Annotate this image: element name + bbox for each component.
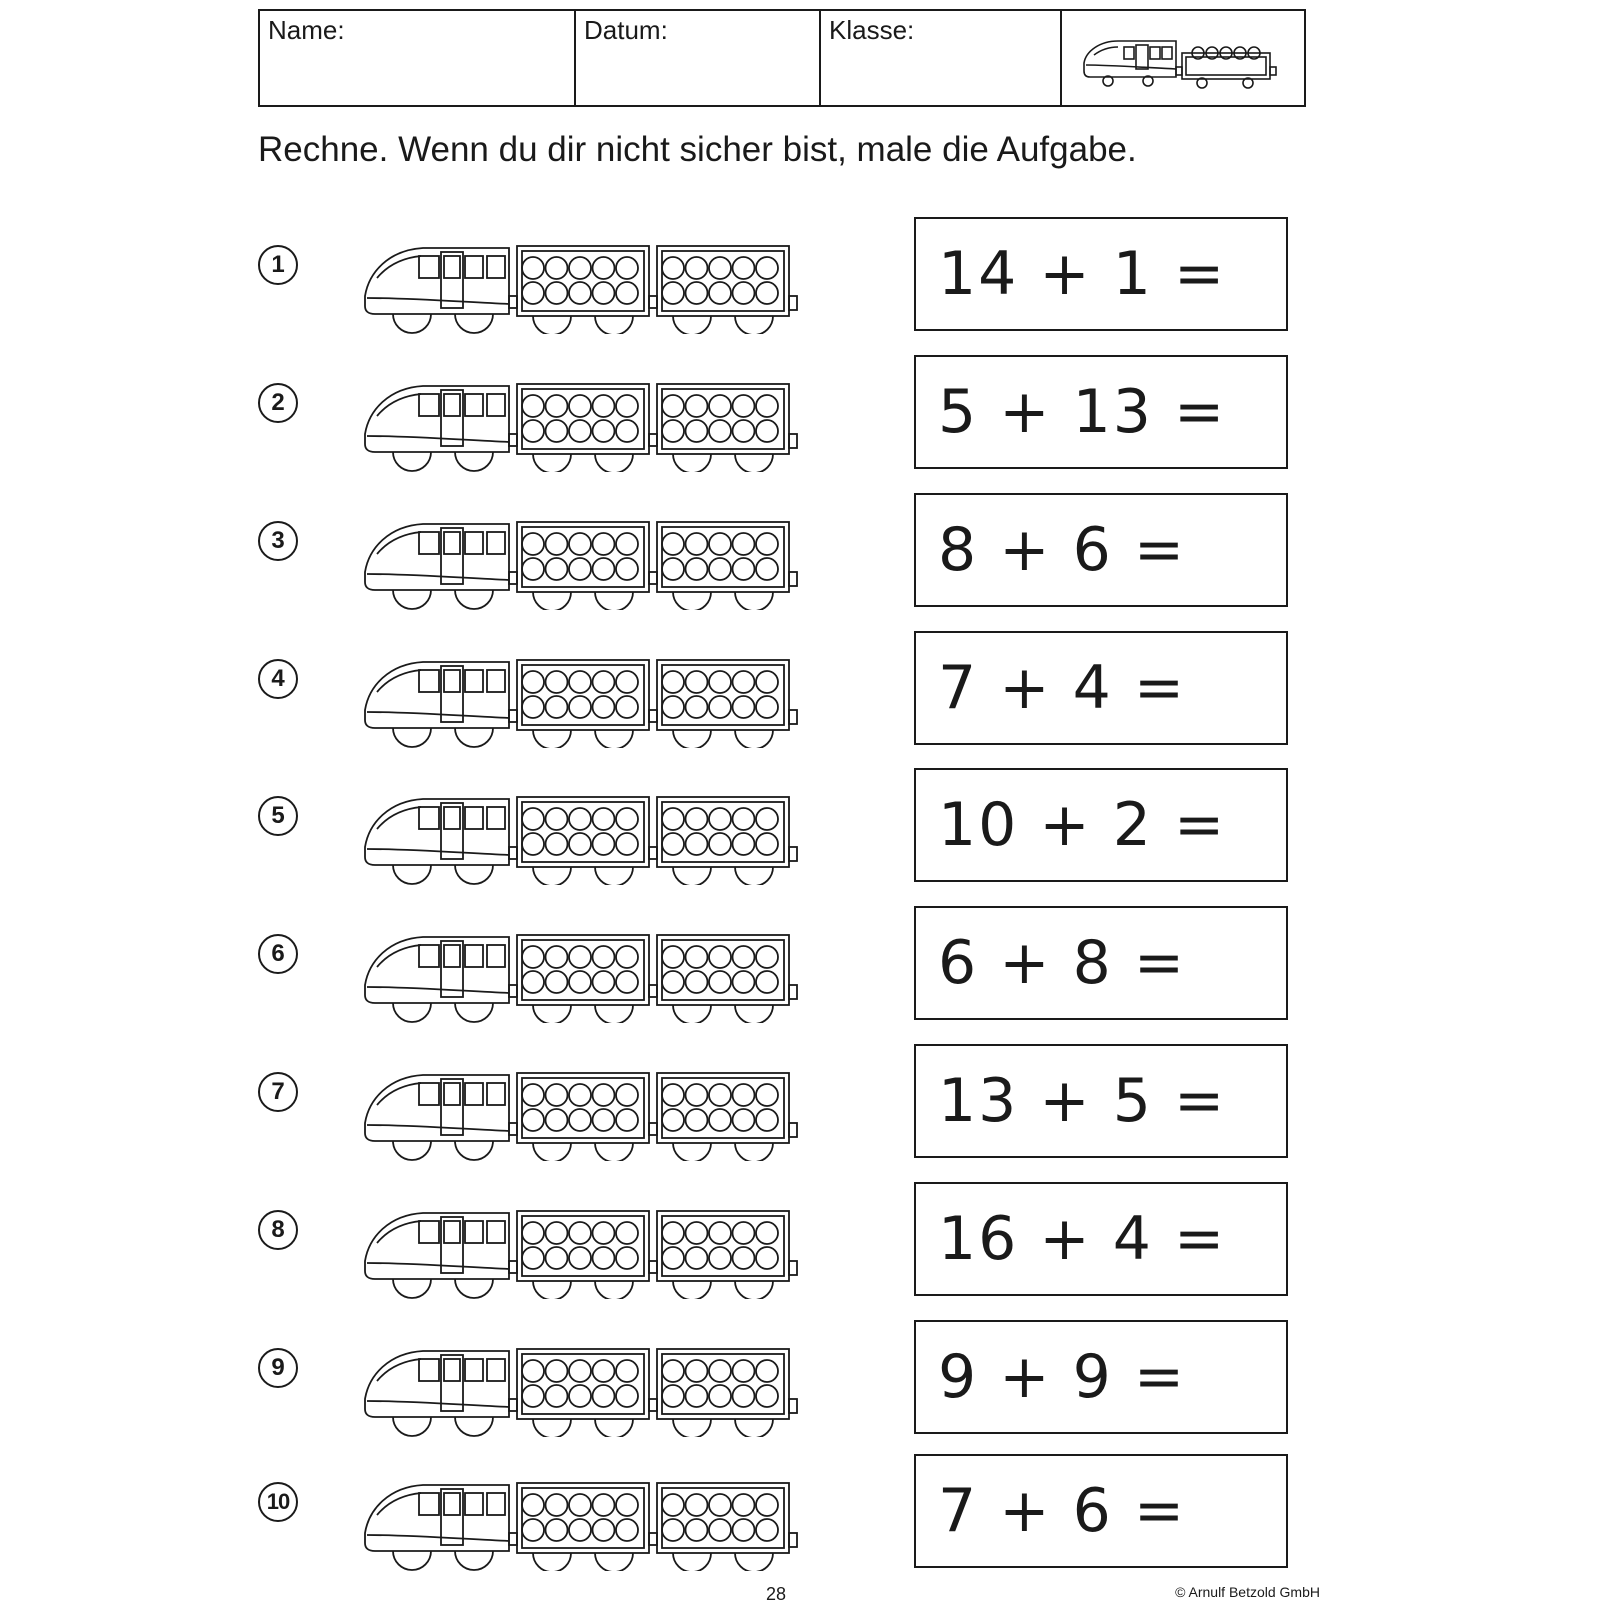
- counting-circle[interactable]: [709, 1494, 731, 1516]
- counting-circle[interactable]: [686, 1519, 708, 1541]
- counting-circle[interactable]: [522, 1247, 544, 1269]
- task-number: 3: [258, 521, 298, 561]
- task-row: [0, 493, 1600, 613]
- counting-circle[interactable]: [616, 257, 638, 279]
- train-icon: [363, 654, 821, 753]
- counting-circle[interactable]: [686, 1494, 708, 1516]
- counting-circle[interactable]: [569, 282, 591, 304]
- counting-circle[interactable]: [686, 1360, 708, 1382]
- task-number: 6: [258, 934, 298, 974]
- counting-circle[interactable]: [546, 533, 568, 555]
- counting-circle[interactable]: [662, 946, 684, 968]
- counting-circle[interactable]: [616, 558, 638, 580]
- counting-circle[interactable]: [709, 282, 731, 304]
- equation-text: 10 + 2 =: [938, 790, 1227, 860]
- counting-circle[interactable]: [522, 1222, 544, 1244]
- counting-circle[interactable]: [686, 1109, 708, 1131]
- counting-circle[interactable]: [593, 420, 615, 442]
- equation-box[interactable]: [914, 906, 1288, 1020]
- equation-box[interactable]: [914, 1044, 1288, 1158]
- counting-circle[interactable]: [522, 808, 544, 830]
- counting-circle[interactable]: [686, 395, 708, 417]
- counting-circle[interactable]: [616, 971, 638, 993]
- counting-circle[interactable]: [593, 1109, 615, 1131]
- counting-circle[interactable]: [522, 1084, 544, 1106]
- task-number: 8: [258, 1210, 298, 1250]
- counting-circle[interactable]: [616, 1222, 638, 1244]
- counting-circle[interactable]: [593, 971, 615, 993]
- counting-circle[interactable]: [686, 257, 708, 279]
- counting-circle[interactable]: [662, 558, 684, 580]
- counting-circle[interactable]: [546, 1494, 568, 1516]
- counting-circle[interactable]: [593, 533, 615, 555]
- counting-circle[interactable]: [733, 420, 755, 442]
- counting-circle[interactable]: [569, 696, 591, 718]
- task-row: [0, 355, 1600, 475]
- counting-circle[interactable]: [569, 808, 591, 830]
- class-label: Klasse:: [829, 15, 915, 45]
- counting-circle[interactable]: [546, 1519, 568, 1541]
- counting-circle[interactable]: [616, 1247, 638, 1269]
- counting-circle[interactable]: [569, 946, 591, 968]
- equation-box[interactable]: [914, 355, 1288, 469]
- counting-circle[interactable]: [662, 1109, 684, 1131]
- train-icon: [363, 240, 821, 339]
- counting-circle[interactable]: [593, 696, 615, 718]
- counting-circle[interactable]: [733, 696, 755, 718]
- equation-text: 16 + 4 =: [938, 1204, 1227, 1274]
- counting-circle[interactable]: [756, 833, 778, 855]
- task-row: [0, 768, 1600, 888]
- counting-circle[interactable]: [686, 808, 708, 830]
- counting-circle[interactable]: [686, 1222, 708, 1244]
- equation-text: 9 + 9 =: [938, 1342, 1187, 1412]
- counting-circle[interactable]: [733, 257, 755, 279]
- counting-circle[interactable]: [709, 671, 731, 693]
- equation-box[interactable]: [914, 493, 1288, 607]
- counting-circle[interactable]: [662, 1222, 684, 1244]
- counting-circle[interactable]: [569, 420, 591, 442]
- counting-circle[interactable]: [662, 1494, 684, 1516]
- counting-circle[interactable]: [616, 833, 638, 855]
- counting-circle[interactable]: [756, 696, 778, 718]
- counting-circle[interactable]: [686, 671, 708, 693]
- counting-circle[interactable]: [756, 1494, 778, 1516]
- counting-circle[interactable]: [546, 395, 568, 417]
- counting-circle[interactable]: [616, 1109, 638, 1131]
- train-icon: [363, 1205, 821, 1304]
- counting-circle[interactable]: [709, 696, 731, 718]
- counting-circle[interactable]: [756, 808, 778, 830]
- counting-circle[interactable]: [662, 671, 684, 693]
- counting-circle[interactable]: [662, 1519, 684, 1541]
- counting-circle[interactable]: [616, 1385, 638, 1407]
- counting-circle[interactable]: [593, 808, 615, 830]
- train-icon: [363, 1343, 821, 1442]
- train-icon: [1078, 23, 1288, 93]
- counting-circle[interactable]: [593, 833, 615, 855]
- counting-circle[interactable]: [709, 1109, 731, 1131]
- equation-box[interactable]: [914, 768, 1288, 882]
- counting-circle[interactable]: [593, 1084, 615, 1106]
- counting-circle[interactable]: [709, 1222, 731, 1244]
- counting-circle[interactable]: [569, 1084, 591, 1106]
- counting-circle[interactable]: [756, 282, 778, 304]
- counting-circle[interactable]: [756, 257, 778, 279]
- counting-circle[interactable]: [616, 696, 638, 718]
- counting-circle[interactable]: [686, 533, 708, 555]
- counting-circle[interactable]: [546, 257, 568, 279]
- counting-circle[interactable]: [756, 420, 778, 442]
- task-row: [0, 1320, 1600, 1440]
- date-label: Datum:: [584, 15, 668, 45]
- counting-circle[interactable]: [733, 833, 755, 855]
- counting-circle[interactable]: [546, 1247, 568, 1269]
- counting-circle[interactable]: [733, 1519, 755, 1541]
- counting-circle[interactable]: [756, 971, 778, 993]
- counting-circle[interactable]: [756, 533, 778, 555]
- counting-circle[interactable]: [709, 1519, 731, 1541]
- counting-circle[interactable]: [522, 1360, 544, 1382]
- counting-circle[interactable]: [593, 257, 615, 279]
- equation-text: 7 + 6 =: [938, 1476, 1187, 1546]
- counting-circle[interactable]: [686, 420, 708, 442]
- counting-circle[interactable]: [569, 395, 591, 417]
- task-number: 2: [258, 383, 298, 423]
- counting-circle[interactable]: [686, 971, 708, 993]
- counting-circle[interactable]: [546, 282, 568, 304]
- counting-circle[interactable]: [756, 1247, 778, 1269]
- counting-circle[interactable]: [522, 1385, 544, 1407]
- counting-circle[interactable]: [569, 1247, 591, 1269]
- counting-circle[interactable]: [733, 558, 755, 580]
- date-field[interactable]: [576, 11, 821, 105]
- counting-circle[interactable]: [593, 1222, 615, 1244]
- counting-circle[interactable]: [733, 1222, 755, 1244]
- counting-circle[interactable]: [593, 282, 615, 304]
- counting-circle[interactable]: [709, 533, 731, 555]
- counting-circle[interactable]: [546, 946, 568, 968]
- counting-circle[interactable]: [733, 808, 755, 830]
- counting-circle[interactable]: [662, 696, 684, 718]
- counting-circle[interactable]: [593, 946, 615, 968]
- task-number: 1: [258, 245, 298, 285]
- equation-box[interactable]: [914, 1182, 1288, 1296]
- counting-circle[interactable]: [662, 395, 684, 417]
- counting-circle[interactable]: [733, 282, 755, 304]
- counting-circle[interactable]: [593, 1519, 615, 1541]
- counting-circle[interactable]: [569, 1360, 591, 1382]
- counting-circle[interactable]: [546, 1084, 568, 1106]
- counting-circle[interactable]: [709, 971, 731, 993]
- counting-circle[interactable]: [569, 533, 591, 555]
- counting-circle[interactable]: [569, 671, 591, 693]
- task-number: 4: [258, 659, 298, 699]
- counting-circle[interactable]: [709, 1247, 731, 1269]
- counting-circle[interactable]: [662, 420, 684, 442]
- equation-text: 5 + 13 =: [938, 377, 1227, 447]
- task-number: 10: [258, 1482, 298, 1522]
- task-number: 9: [258, 1348, 298, 1388]
- equation-box[interactable]: [914, 217, 1288, 331]
- equation-box[interactable]: [914, 1454, 1288, 1568]
- counting-circle[interactable]: [756, 1222, 778, 1244]
- name-label: Name:: [268, 15, 345, 45]
- task-row: [0, 906, 1600, 1026]
- task-number: 5: [258, 796, 298, 836]
- counting-circle[interactable]: [662, 282, 684, 304]
- counting-circle[interactable]: [616, 946, 638, 968]
- counting-circle[interactable]: [733, 1494, 755, 1516]
- counting-circle[interactable]: [733, 395, 755, 417]
- counting-circle[interactable]: [593, 395, 615, 417]
- counting-circle[interactable]: [546, 833, 568, 855]
- counting-circle[interactable]: [686, 946, 708, 968]
- counting-circle[interactable]: [569, 971, 591, 993]
- counting-circle[interactable]: [616, 671, 638, 693]
- counting-circle[interactable]: [709, 808, 731, 830]
- counting-circle[interactable]: [522, 420, 544, 442]
- task-row: [0, 1454, 1600, 1574]
- train-icon: [363, 378, 821, 477]
- counting-circle[interactable]: [522, 671, 544, 693]
- counting-circle[interactable]: [546, 420, 568, 442]
- counting-circle[interactable]: [593, 671, 615, 693]
- counting-circle[interactable]: [756, 671, 778, 693]
- counting-circle[interactable]: [709, 1385, 731, 1407]
- train-icon: [363, 516, 821, 615]
- counting-circle[interactable]: [593, 1247, 615, 1269]
- counting-circle[interactable]: [756, 946, 778, 968]
- counting-circle[interactable]: [662, 1084, 684, 1106]
- counting-circle[interactable]: [522, 696, 544, 718]
- page-number: 28: [766, 1584, 787, 1604]
- counting-circle[interactable]: [616, 420, 638, 442]
- copyright-notice: © Arnulf Betzold GmbH: [1175, 1584, 1320, 1600]
- counting-circle[interactable]: [616, 282, 638, 304]
- counting-circle[interactable]: [662, 257, 684, 279]
- counting-circle[interactable]: [569, 1494, 591, 1516]
- counting-circle[interactable]: [662, 1360, 684, 1382]
- counting-circle[interactable]: [616, 1084, 638, 1106]
- counting-circle[interactable]: [686, 833, 708, 855]
- counting-circle[interactable]: [522, 971, 544, 993]
- counting-circle[interactable]: [593, 1385, 615, 1407]
- counting-circle[interactable]: [733, 946, 755, 968]
- class-field[interactable]: [821, 11, 1062, 105]
- train-icon: [363, 1067, 821, 1166]
- counting-circle[interactable]: [709, 420, 731, 442]
- counting-circle[interactable]: [733, 971, 755, 993]
- task-number: 7: [258, 1072, 298, 1112]
- instruction-text: Rechne. Wenn du dir nicht sicher bist, male die Aufgabe.: [258, 130, 1137, 169]
- counting-circle[interactable]: [522, 1494, 544, 1516]
- counting-circle[interactable]: [522, 558, 544, 580]
- counting-circle[interactable]: [709, 558, 731, 580]
- counting-circle[interactable]: [686, 1247, 708, 1269]
- counting-circle[interactable]: [522, 395, 544, 417]
- counting-circle[interactable]: [662, 808, 684, 830]
- counting-circle[interactable]: [593, 558, 615, 580]
- header-table: [258, 9, 1306, 107]
- counting-circle[interactable]: [616, 533, 638, 555]
- counting-circle[interactable]: [709, 395, 731, 417]
- counting-circle[interactable]: [756, 558, 778, 580]
- counting-circle[interactable]: [686, 696, 708, 718]
- counting-circle[interactable]: [686, 282, 708, 304]
- counting-circle[interactable]: [756, 1519, 778, 1541]
- counting-circle[interactable]: [709, 1360, 731, 1382]
- counting-circle[interactable]: [522, 257, 544, 279]
- counting-circle[interactable]: [616, 1519, 638, 1541]
- counting-circle[interactable]: [686, 558, 708, 580]
- counting-circle[interactable]: [522, 533, 544, 555]
- counting-circle[interactable]: [709, 946, 731, 968]
- counting-circle[interactable]: [593, 1360, 615, 1382]
- counting-circle[interactable]: [569, 1222, 591, 1244]
- counting-circle[interactable]: [616, 808, 638, 830]
- counting-circle[interactable]: [709, 1084, 731, 1106]
- counting-circle[interactable]: [546, 1222, 568, 1244]
- task-row: [0, 1182, 1600, 1302]
- counting-circle[interactable]: [616, 1494, 638, 1516]
- counting-circle[interactable]: [569, 1519, 591, 1541]
- counting-circle[interactable]: [616, 395, 638, 417]
- counting-circle[interactable]: [733, 533, 755, 555]
- counting-circle[interactable]: [546, 971, 568, 993]
- counting-circle[interactable]: [522, 946, 544, 968]
- counting-circle[interactable]: [756, 1385, 778, 1407]
- equation-box[interactable]: [914, 1320, 1288, 1434]
- task-row: [0, 217, 1600, 337]
- counting-circle[interactable]: [522, 1519, 544, 1541]
- counting-circle[interactable]: [733, 1084, 755, 1106]
- counting-circle[interactable]: [522, 833, 544, 855]
- train-icon: [363, 929, 821, 1028]
- counting-circle[interactable]: [569, 1109, 591, 1131]
- logo-cell: [1062, 11, 1304, 105]
- counting-circle[interactable]: [686, 1084, 708, 1106]
- counting-circle[interactable]: [662, 1247, 684, 1269]
- equation-text: 13 + 5 =: [938, 1066, 1227, 1136]
- counting-circle[interactable]: [662, 833, 684, 855]
- counting-circle[interactable]: [546, 1360, 568, 1382]
- counting-circle[interactable]: [756, 1360, 778, 1382]
- counting-circle[interactable]: [709, 257, 731, 279]
- task-row: [0, 631, 1600, 751]
- counting-circle[interactable]: [546, 1385, 568, 1407]
- equation-box[interactable]: [914, 631, 1288, 745]
- counting-circle[interactable]: [546, 808, 568, 830]
- counting-circle[interactable]: [546, 1109, 568, 1131]
- counting-circle[interactable]: [569, 558, 591, 580]
- counting-circle[interactable]: [756, 395, 778, 417]
- counting-circle[interactable]: [522, 1109, 544, 1131]
- counting-circle[interactable]: [733, 1360, 755, 1382]
- train-icon: [363, 791, 821, 890]
- counting-circle[interactable]: [546, 671, 568, 693]
- counting-circle[interactable]: [733, 1385, 755, 1407]
- counting-circle[interactable]: [662, 533, 684, 555]
- counting-circle[interactable]: [662, 1385, 684, 1407]
- counting-circle[interactable]: [569, 257, 591, 279]
- equation-text: 14 + 1 =: [938, 239, 1227, 309]
- counting-circle[interactable]: [733, 671, 755, 693]
- counting-circle[interactable]: [662, 971, 684, 993]
- counting-circle[interactable]: [616, 1360, 638, 1382]
- counting-circle[interactable]: [546, 558, 568, 580]
- counting-circle[interactable]: [522, 282, 544, 304]
- counting-circle[interactable]: [733, 1109, 755, 1131]
- counting-circle[interactable]: [756, 1084, 778, 1106]
- equation-text: 8 + 6 =: [938, 515, 1187, 585]
- counting-circle[interactable]: [546, 696, 568, 718]
- counting-circle[interactable]: [709, 833, 731, 855]
- task-row: [0, 1044, 1600, 1164]
- counting-circle[interactable]: [756, 1109, 778, 1131]
- counting-circle[interactable]: [569, 1385, 591, 1407]
- equation-text: 6 + 8 =: [938, 928, 1187, 998]
- equation-text: 7 + 4 =: [938, 653, 1187, 723]
- train-icon: [363, 1477, 821, 1576]
- counting-circle[interactable]: [569, 833, 591, 855]
- counting-circle[interactable]: [686, 1385, 708, 1407]
- counting-circle[interactable]: [733, 1247, 755, 1269]
- name-field[interactable]: [260, 11, 576, 105]
- counting-circle[interactable]: [593, 1494, 615, 1516]
